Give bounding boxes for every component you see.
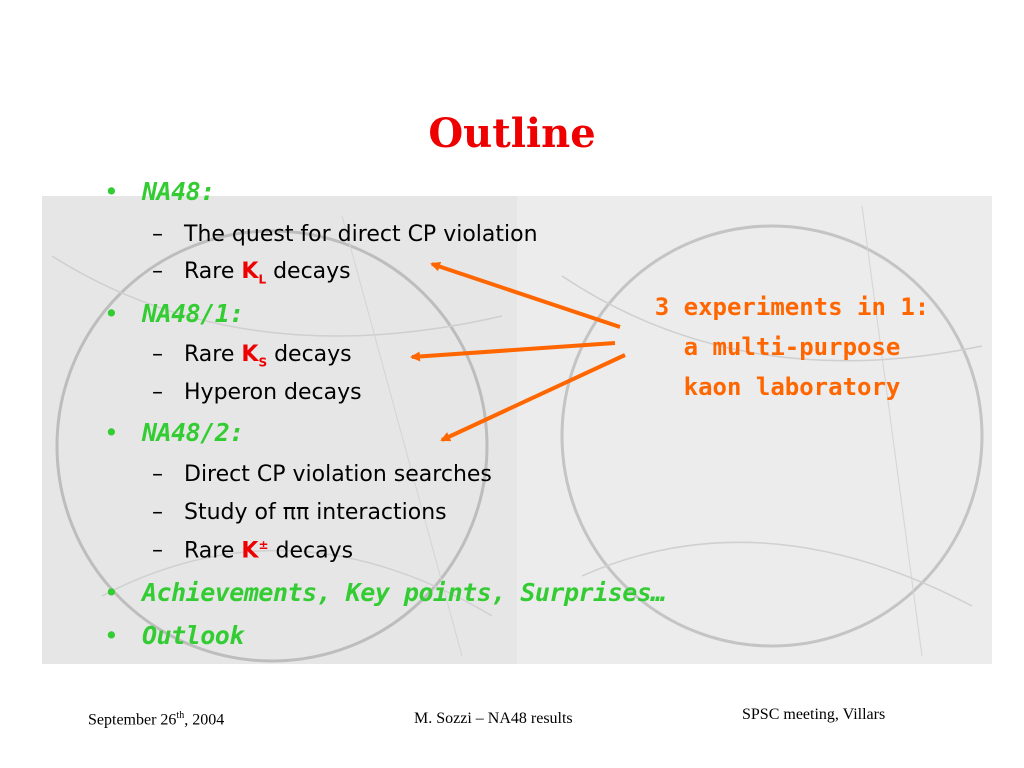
dash-icon: – bbox=[152, 538, 163, 564]
dash-icon: – bbox=[152, 462, 163, 487]
bullet-dot-icon: • bbox=[104, 621, 119, 650]
arrow-to-rare-ks bbox=[412, 343, 615, 357]
dash-icon: – bbox=[152, 259, 163, 284]
bullet-label: NA48/1: bbox=[142, 299, 244, 328]
subitem-label: Hyperon decays bbox=[184, 380, 362, 405]
subitem-label: Rare bbox=[184, 538, 242, 564]
kaon-symbol: K bbox=[241, 342, 259, 367]
kaon-symbol: K bbox=[241, 538, 259, 564]
subitem-label: The quest for direct CP violation bbox=[184, 222, 538, 247]
subitem-label: Rare bbox=[184, 342, 242, 367]
kaon-subscript: L bbox=[258, 272, 267, 287]
kaon-superscript: ± bbox=[258, 538, 269, 552]
subitem-label-suffix: decays bbox=[267, 342, 352, 367]
bullet-label: Achievements, Key points, Surprises… bbox=[142, 578, 666, 607]
kaon-subscript: S bbox=[258, 355, 268, 370]
subitem-label-suffix: decays bbox=[268, 538, 354, 564]
dash-icon: – bbox=[152, 342, 163, 367]
callout-line-2: a multi-purpose bbox=[683, 333, 901, 361]
slide-title: Outline bbox=[428, 110, 596, 157]
arrow-to-na48-2 bbox=[442, 355, 625, 440]
footer-date-sup: th bbox=[176, 710, 185, 721]
footer-meeting: SPSC meeting, Villars bbox=[742, 706, 886, 723]
bullet-label: NA48/2: bbox=[142, 418, 244, 447]
footer-author: M. Sozzi – NA48 results bbox=[414, 710, 573, 727]
bullet-label: NA48: bbox=[142, 177, 215, 206]
arrow-to-rare-kl bbox=[432, 264, 620, 327]
dash-icon: – bbox=[152, 380, 163, 405]
footer-date bbox=[88, 710, 224, 729]
bullet-dot-icon: • bbox=[104, 177, 119, 206]
subitem-label: Study of ππ interactions bbox=[184, 500, 447, 525]
bullet-dot-icon: • bbox=[104, 299, 119, 328]
footer-date-year: , 2004 bbox=[184, 711, 225, 729]
dash-icon: – bbox=[152, 500, 163, 525]
bullet-dot-icon: • bbox=[104, 418, 119, 447]
subitem-label: Direct CP violation searches bbox=[184, 462, 492, 487]
subitem-label-suffix: decays bbox=[266, 259, 351, 284]
callout-line-3: kaon laboratory bbox=[683, 373, 901, 401]
subitem-label: Rare bbox=[184, 259, 242, 284]
bullet-dot-icon: • bbox=[104, 578, 119, 607]
kaon-symbol: K bbox=[241, 259, 259, 284]
bullet-label: Outlook bbox=[142, 621, 244, 650]
dash-icon: – bbox=[152, 222, 163, 247]
callout-line-1: 3 experiments in 1: bbox=[654, 293, 930, 321]
footer-date-text: September 26 bbox=[88, 711, 177, 729]
